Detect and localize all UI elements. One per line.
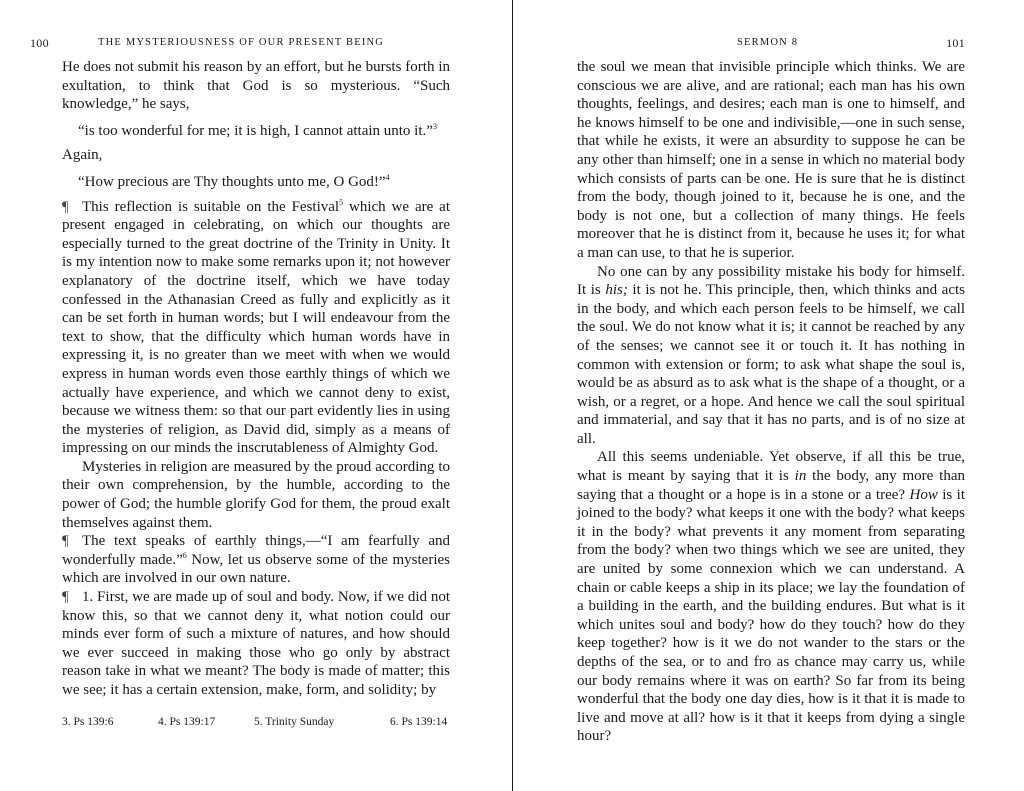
footnotes bbox=[62, 716, 450, 732]
pilcrow-mark: ¶ bbox=[62, 198, 69, 215]
footnote-ref: 6 bbox=[182, 550, 187, 560]
right-page bbox=[577, 0, 965, 791]
paragraph: the soul we mean that invisible principle which thinks. We are conscious we are alive, and are rational; each man has his own thoughts, feelings, and desires; each man is one to himself, and he knows himself to be one and indivisible,—one in such sense, that while he exists, it were an absurdity to suppose he can be any other than himself; one in a sense in which no material body which consists of parts can be one. He is sure that he is distinct from the body, though joined to it, because he is one, and the body is not one, but a collection of many things. He feels moreover that he is distinct from it, because he uses it; for what a man can use, to that he is superior. bbox=[577, 59, 965, 261]
pilcrow-mark: ¶ bbox=[62, 533, 69, 550]
paragraph: No one can by any possibility mistake his body for himself. It is his; it is not he. This principle, then, which thinks and acts in the body, and which each person feels to be himself, we call the soul. We do not know what it is; it cannot be reached by any of the senses; we cannot see it or touch it. It has nothing in common with extension or form; to ask what shape the soul is, would be as absurd as to ask what is the shape of a thought, or a wish, or a regret, or a hope. And hence we call the soul spiritual and immaterial, and say that it has no parts, and is of no size at all. bbox=[577, 263, 966, 447]
paragraph: ¶ 1. First, we are made up of soul and body. Now, if we did not know this, so that we cannot deny it, what notion could our minds ever form of such a mixture of natures, and how should we ever succeed in making those who go only by abstract reason take in what we meant? The body is made of matter; this we see; it has a certain extension, make, form, and solidity; by bbox=[62, 589, 450, 698]
footnote: 3. Ps 139:6 bbox=[62, 716, 114, 728]
footnote-ref: 4 bbox=[385, 172, 390, 182]
paragraph: All this seems undeniable. Yet observe, if all this be true, what is meant by saying that it is in the body, any more than saying that a thought or a hope is in a stone or a tree? How is it joined to the body? what keeps it one with the body? what keeps it in the body? what prevents it any moment from separating from the body? when two things which we see are united, they are united by some connexion which we can understand. A chain or cable keeps a ship in its place; we lay the foundation of a building in the earth, and the building endures. But what is it which unites soul and body? how do they touch? how do they keep together? how is it we do not wander to the stars or the depths of the sea, or to and fro as chance may carry us, while our body remains where it was on earth? So far from its being wonderful that the body one day dies, how is it that it is made to live and move at all? how is it that it keeps from dying a single hour? bbox=[577, 449, 966, 745]
page-number: 101 bbox=[946, 36, 965, 50]
paragraph: ¶ This reflection is suitable on the Festival$^5$ which we are at present engaged in celebrating, on which our thoughts are especially turned to the great doctrine of the Trinity in Unity. It is my intention now to make some remarks upon it; not however explanatory of the doctrine itself, which we have today confessed in the Athanasian Creed as fully and explicitly as it can be set forth in human words; but I will endeavour from the text to show, that the difficulty which human words have in expressing it, is no greater than we meet with when we would express in human words even those earthly things of which we actually have experience, and which we cannot deny to exist, because we witness them: so that our part evidently lies in using the mysteries of religion, as David did, simply as a means of impressing on our minds the inscrutableness of Almighty God. bbox=[62, 197, 450, 457]
right-running-header bbox=[577, 36, 965, 52]
page-gutter-divider bbox=[512, 0, 513, 791]
footnote: 6. Ps 139:14 bbox=[390, 716, 448, 728]
running-head-title: THE MYSTERIOUSNESS OF OUR PRESENT BEING bbox=[98, 37, 385, 48]
paragraph: Again, bbox=[62, 147, 103, 164]
pilcrow-mark: ¶ bbox=[62, 589, 69, 606]
running-head-title: SERMON 8 bbox=[737, 37, 799, 48]
paragraph: Mysteries in religion are measured by the proud according to their own comprehension, by the humble, according to the power of God; the humble glorify God for them, the proud exalt themselves against them. bbox=[62, 458, 450, 531]
left-running-header bbox=[30, 36, 450, 52]
footnote: 4. Ps 139:17 bbox=[158, 716, 216, 728]
block-quote: “is too wonderful for me; it is high, I cannot attain unto it.”$^3$ bbox=[78, 121, 437, 139]
left-body-text bbox=[62, 58, 450, 700]
page-number: 100 bbox=[30, 36, 49, 50]
paragraph: He does not submit his reason by an effort, but he bursts forth in exultation, to think that God is so mysterious. “Such knowledge,” he says, bbox=[62, 59, 450, 113]
block-quote: “How precious are Thy thoughts unto me, O God!”$^4$ bbox=[78, 172, 390, 190]
paragraph: ¶ The text speaks of earthly things,—“I am fearfully and wonderfully made.”$^6$ Now, let us observe some of the mysteries which are involved in our own nature. bbox=[62, 533, 450, 587]
left-page bbox=[30, 0, 450, 791]
footnote-ref: 3 bbox=[432, 121, 437, 131]
right-body-text bbox=[577, 58, 965, 746]
footnote: 5. Trinity Sunday bbox=[254, 716, 335, 728]
footnote-ref: 5 bbox=[339, 197, 344, 207]
